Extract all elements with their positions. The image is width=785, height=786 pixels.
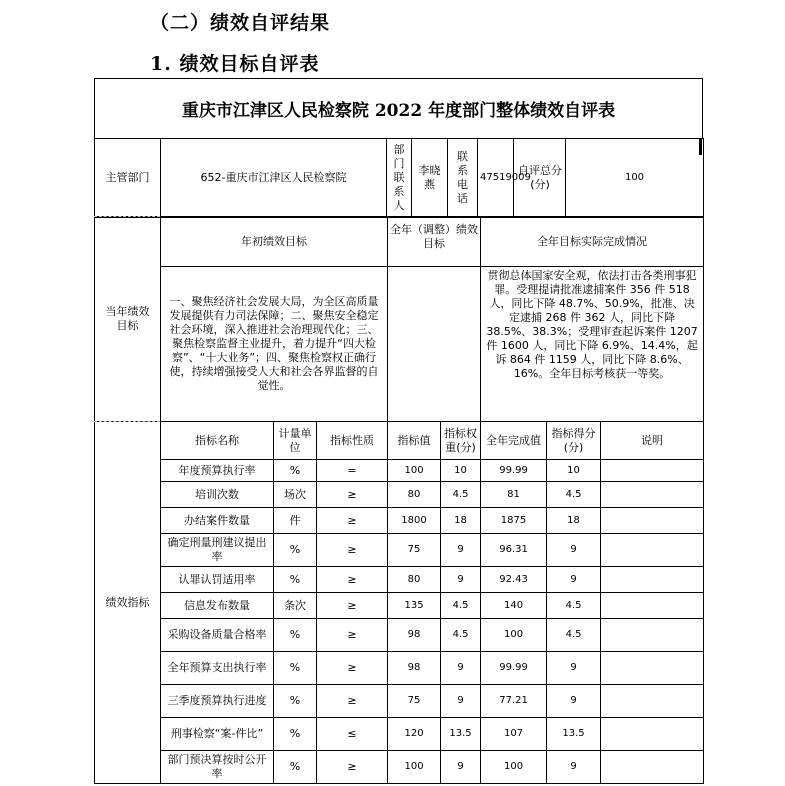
metric-note xyxy=(601,652,704,685)
table-row xyxy=(95,751,704,784)
metric-unit: % xyxy=(274,751,317,784)
metric-nature: ≥ xyxy=(317,593,388,619)
metric-target: 120 xyxy=(388,718,441,751)
metric-note xyxy=(601,718,704,751)
table-row xyxy=(95,718,704,751)
table-row xyxy=(95,534,704,567)
actual-completion-header: 全年目标实际完成情况 xyxy=(481,217,704,267)
metric-unit: % xyxy=(274,567,317,593)
metric-name: 全年预算支出执行率 xyxy=(161,652,274,685)
metric-nature: ≤ xyxy=(317,718,388,751)
metrics-header-name: 指标名称 xyxy=(161,422,274,460)
metric-actual: 100 xyxy=(481,619,547,652)
metric-name: 部门预决算按时公开率 xyxy=(161,751,274,784)
metric-note xyxy=(601,751,704,784)
metric-weight: 4.5 xyxy=(441,593,481,619)
dashed-guide xyxy=(94,421,160,422)
metric-name: 确定刑量刑建议提出率 xyxy=(161,534,274,567)
dept-value: 652-重庆市江津区人民检察院 xyxy=(161,139,387,218)
table-row xyxy=(95,482,704,508)
metrics-header-weight: 指标权重(分) xyxy=(441,422,481,460)
table-row xyxy=(95,567,704,593)
metric-weight: 4.5 xyxy=(441,482,481,508)
metric-name: 信息发布数量 xyxy=(161,593,274,619)
metric-unit: % xyxy=(274,685,317,718)
metric-weight: 13.5 xyxy=(441,718,481,751)
metric-weight: 9 xyxy=(441,567,481,593)
dept-label: 主管部门 xyxy=(95,139,161,218)
metric-actual: 96.31 xyxy=(481,534,547,567)
metric-note xyxy=(601,593,704,619)
section-heading: （二）绩效自评结果 xyxy=(150,12,331,34)
metric-nature: ≥ xyxy=(317,751,388,784)
metric-actual: 107 xyxy=(481,718,547,751)
metric-score: 10 xyxy=(547,460,601,482)
metric-unit: 条次 xyxy=(274,593,317,619)
adjusted-goal-header-text: 全年（调整）绩效目标 xyxy=(390,223,479,250)
table-title-box xyxy=(94,78,703,139)
contact-value-text: 李晓燕 xyxy=(418,164,441,191)
metric-weight: 4.5 xyxy=(441,619,481,652)
metrics-header-note: 说明 xyxy=(601,422,704,460)
metric-unit: 件 xyxy=(274,508,317,534)
metric-name: 认罪认罚适用率 xyxy=(161,567,274,593)
metric-score: 4.5 xyxy=(547,482,601,508)
metrics-label: 绩效指标 xyxy=(95,422,161,784)
metric-target: 135 xyxy=(388,593,441,619)
info-table xyxy=(94,138,704,218)
metric-note xyxy=(601,460,704,482)
metric-name: 三季度预算执行进度 xyxy=(161,685,274,718)
metric-target: 75 xyxy=(388,534,441,567)
subsection-heading: 1. 绩效目标自评表 xyxy=(150,53,320,75)
metric-note xyxy=(601,619,704,652)
table-row xyxy=(95,593,704,619)
metric-score: 9 xyxy=(547,567,601,593)
metric-unit: % xyxy=(274,652,317,685)
metric-actual: 1875 xyxy=(481,508,547,534)
metric-target: 100 xyxy=(388,751,441,784)
metric-weight: 10 xyxy=(441,460,481,482)
score-value: 100 xyxy=(566,139,704,218)
metric-score: 9 xyxy=(547,751,601,784)
metrics-header-actual: 全年完成值 xyxy=(481,422,547,460)
metric-actual: 100 xyxy=(481,751,547,784)
metric-name: 刑事检察“案-件比” xyxy=(161,718,274,751)
metric-unit: % xyxy=(274,460,317,482)
metric-unit: % xyxy=(274,534,317,567)
metric-score: 4.5 xyxy=(547,619,601,652)
metric-nature: = xyxy=(317,460,388,482)
metric-nature: ≥ xyxy=(317,482,388,508)
metric-nature: ≥ xyxy=(317,652,388,685)
adjusted-goal-header xyxy=(388,217,481,267)
initial-goal-text: 一、聚焦经济社会发展大局，为全区高质量发展提供有力司法保障；二、聚焦安全稳定社会环境，深入推进社会治理现代化；三、聚焦检察监督主业提升，着力提升“四大检察”、“十大业务”；四、聚焦检察权正确行使，持续增强接受人大和社会各界监督的自觉性。 xyxy=(161,267,388,422)
metric-nature: ≥ xyxy=(317,534,388,567)
metric-target: 98 xyxy=(388,652,441,685)
metric-nature: ≥ xyxy=(317,567,388,593)
initial-goal-header: 年初绩效目标 xyxy=(161,217,388,267)
metric-weight: 9 xyxy=(441,652,481,685)
metrics-header-target: 指标值 xyxy=(388,422,441,460)
metric-actual: 81 xyxy=(481,482,547,508)
metric-target: 75 xyxy=(388,685,441,718)
goals-label xyxy=(95,217,161,422)
metric-unit: % xyxy=(274,718,317,751)
metric-actual: 77.21 xyxy=(481,685,547,718)
metric-actual: 92.43 xyxy=(481,567,547,593)
metric-score: 4.5 xyxy=(547,593,601,619)
metric-weight: 9 xyxy=(441,751,481,784)
metric-actual: 99.99 xyxy=(481,652,547,685)
metric-unit: 场次 xyxy=(274,482,317,508)
table-row xyxy=(95,508,704,534)
metric-nature: ≥ xyxy=(317,508,388,534)
metrics-header-nature: 指标性质 xyxy=(317,422,388,460)
metric-name: 办结案件数量 xyxy=(161,508,274,534)
table-title: 重庆市江津区人民检察院 2022 年度部门整体绩效自评表 xyxy=(181,101,616,121)
actual-completion-text: 贯彻总体国家安全观，依法打击各类刑事犯罪。受理提请批准逮捕案件 356 件 518 人，同比下降 48.7%、50.9%，批准、决定逮捕 268 件 362 人，同比下降 38.5%、38.3%；受理审查起诉案件 1207 件 1600 人，同比下降 6.9%、14.4%，起诉 864 件 1159 人，同比下降 8.6%、16%。全年目标考核获一等奖。 xyxy=(481,267,704,422)
metric-target: 98 xyxy=(388,619,441,652)
metric-nature: ≥ xyxy=(317,619,388,652)
metric-score: 9 xyxy=(547,685,601,718)
metrics-header-row xyxy=(95,422,704,460)
metric-weight: 9 xyxy=(441,534,481,567)
metric-score: 9 xyxy=(547,534,601,567)
metric-nature: ≥ xyxy=(317,685,388,718)
metric-target: 80 xyxy=(388,567,441,593)
metric-note xyxy=(601,685,704,718)
metric-actual: 99.99 xyxy=(481,460,547,482)
table-row xyxy=(95,652,704,685)
contact-label xyxy=(387,139,412,218)
metric-note xyxy=(601,508,704,534)
edge-mark xyxy=(699,139,702,155)
metric-actual: 140 xyxy=(481,593,547,619)
dashed-guide xyxy=(94,216,160,217)
metric-note xyxy=(601,482,704,508)
adjusted-goal-text xyxy=(388,267,481,422)
metric-weight: 18 xyxy=(441,508,481,534)
metric-target: 1800 xyxy=(388,508,441,534)
phone-value: 47519009 xyxy=(478,139,514,218)
metrics-body xyxy=(95,422,704,784)
metrics-header-unit: 计量单位 xyxy=(274,422,317,460)
goals-label-text: 当年绩效目标 xyxy=(105,305,150,332)
metric-score: 13.5 xyxy=(547,718,601,751)
metric-note xyxy=(601,534,704,567)
main-table xyxy=(94,216,704,784)
table-row xyxy=(95,619,704,652)
metric-target: 80 xyxy=(388,482,441,508)
contact-label-text: 部门联系人 xyxy=(393,143,405,212)
score-label-text: 自评总分(分) xyxy=(518,164,562,191)
table-row xyxy=(95,685,704,718)
metric-name: 培训次数 xyxy=(161,482,274,508)
metric-target: 100 xyxy=(388,460,441,482)
metric-name: 年度预算执行率 xyxy=(161,460,274,482)
metric-unit: % xyxy=(274,619,317,652)
contact-value xyxy=(412,139,448,218)
metric-note xyxy=(601,567,704,593)
phone-label-text: 联系电话 xyxy=(457,150,468,205)
metrics-header-score: 指标得分(分) xyxy=(547,422,601,460)
phone-label xyxy=(448,139,478,218)
table-row xyxy=(95,460,704,482)
metric-score: 18 xyxy=(547,508,601,534)
metric-name: 采购设备质量合格率 xyxy=(161,619,274,652)
metric-weight: 9 xyxy=(441,685,481,718)
metric-score: 9 xyxy=(547,652,601,685)
